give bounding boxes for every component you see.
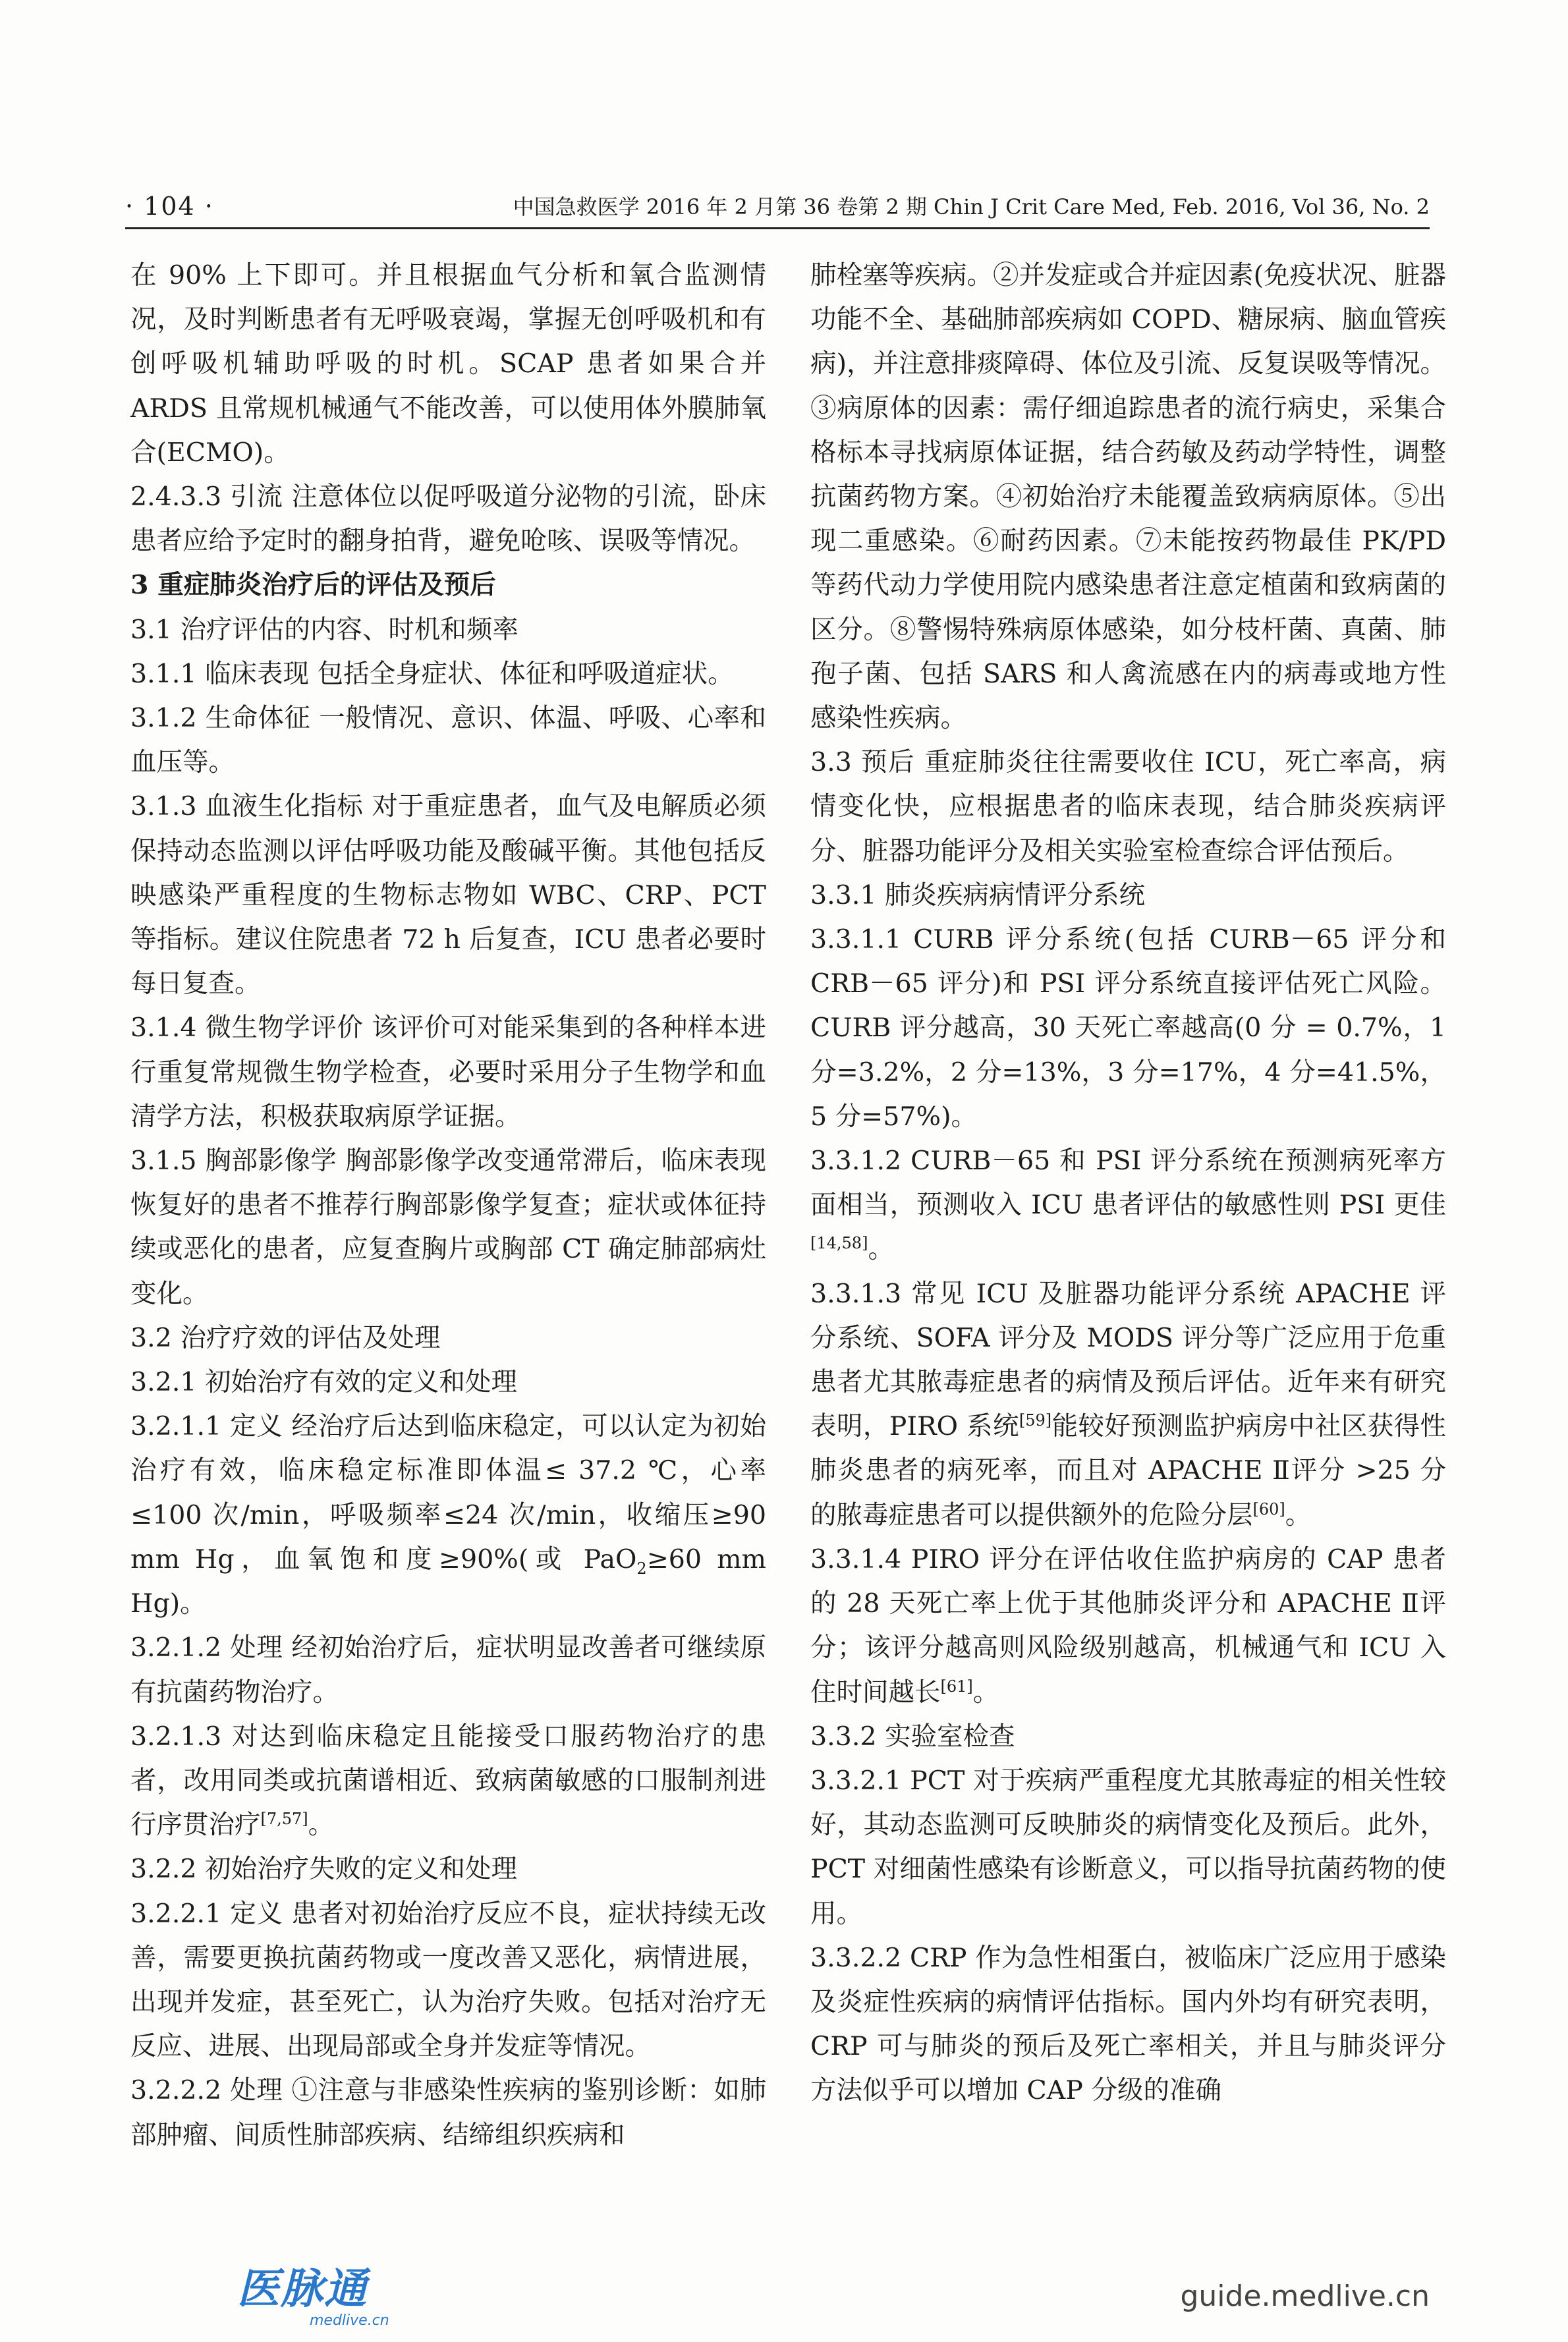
subsection-heading: 3.3.1 肺炎疾病病情评分系统 [810,879,1146,910]
paragraph: 3.2.2.2 处理 ①注意与非感染性疾病的鉴别诊断：如肺部肿瘤、间质性肺部疾病、结缔组织疾病和 [130,2075,766,2150]
paragraph: 3.3.2.2 CRP 作为急性相蛋白，被临床广泛应用于感染及炎症性疾病的病情评估指标。国内外均有研究表明，CRP 可与肺炎的预后及死亡率相关，并且与肺炎评分方法似乎可以增加 CAP 分级的准确 [810,1942,1446,2106]
paragraph [130,1405,766,1626]
paragraph-text: 。 [308,1810,335,1841]
citation-ref: [60] [1252,1499,1285,1519]
paragraph-text: 。 [1285,1499,1312,1530]
paragraph: 3.2.2.1 定义 患者对初始治疗反应不良，症状持续无改善，需要更换抗菌药物或一度改善又恶化，病情进展，出现并发症，甚至死亡，认为治疗失败。包括对治疗无反应、进展、出现局部或全身并发症等情况。 [130,1898,766,2062]
citation-ref: [7,57] [260,1809,308,1828]
subsection-heading: 3.2 治疗疗效的评估及处理 [130,1322,441,1353]
paragraph: 3.1.2 生命体征 一般情况、意识、体温、呼吸、心率和血压等。 [130,703,766,778]
paragraph: 肺栓塞等疾病。②并发症或合并症因素(免疫状况、脏器功能不全、基础肺部疾病如 COPD、糖尿病、脑血管疾病)，并注意排痰障碍、体位及引流、反复误吸等情况。③病原体的因素：需仔细追踪患者的流行病史，采集合格标本寻找病原体证据，结合药敏及药动学特性，调整抗菌药物方案。④初始治疗未能覆盖致病病原体。⑤出现二重感染。⑥耐药因素。⑦未能按药物最佳 PK/PD 等药代动力学使用院内感染患者注意定植菌和致病菌的区分。⑧警惕特殊病原体感染，如分枝杆菌、真菌、肺孢子菌、包括 SARS 和人禽流感在内的病毒或地方性感染性疾病。 [810,260,1446,734]
paragraph [130,1715,766,1848]
paragraph [810,1139,1446,1272]
page-footer [0,2266,1568,2332]
paragraph-text: 3.2.1.1 定义 经治疗后达到临床稳定，可以认定为初始治疗有效，临床稳定标准即体温≤ 37.2 ℃，心率≤100 次/min，呼吸频率≤24 次/min，收缩压≥90 mm Hg，血氧饱和度≥90%(或 PaO [130,1411,766,1575]
logo-subtext: medlive.cn [310,2312,389,2329]
citation-ref: [14,58] [810,1234,868,1253]
paragraph-text: 3.3.1.2 CURB－65 和 PSI 评分系统在预测病死率方面相当，预测收入 ICU 患者评估的敏感性则 PSI 更佳 [810,1146,1446,1221]
paragraph [810,1538,1446,1715]
paragraph-text: 。 [972,1677,999,1708]
medlive-logo[interactable] [237,2266,389,2329]
page-header [125,181,1430,229]
paragraph: 3.3.1.1 CURB 评分系统(包括 CURB－65 评分和 CRB－65 评分)和 PSI 评分系统直接评估死亡风险。CURB 评分越高，30 天死亡率越高(0 分 = 0.7%，1 分=3.2%，2 分=13%，3 分=17%，4 分=41.5%，5 分=57%)。 [810,924,1446,1132]
site-url[interactable]: guide.medlive.cn [1180,2279,1430,2313]
subsection-heading: 3.1 治疗评估的内容、时机和频率 [130,614,518,645]
paragraph: 3.3 预后 重症肺炎往往需要收住 ICU，死亡率高，病情变化快，应根据患者的临床表现，结合肺炎疾病评分、脏器功能评分及相关实验室检查综合评估预后。 [810,747,1446,866]
right-column [810,254,1446,2113]
paragraph: 3.1.1 临床表现 包括全身症状、体征和呼吸道症状。 [130,658,734,689]
left-column [130,254,766,2158]
subsection-heading: 3.2.1 初始治疗有效的定义和处理 [130,1367,518,1398]
citation-ref: [61] [940,1677,973,1696]
paragraph: 在 90% 上下即可。并且根据血气分析和氧合监测情况，及时判断患者有无呼吸衰竭，掌握无创呼吸机和有创呼吸机辅助呼吸的时机。SCAP 患者如果合并 ARDS 且常规机械通气不能改善，可以使用体外膜肺氧合(ECMO)。 [130,260,766,468]
paragraph-text: 3.3.1.4 PIRO 评分在评估收住监护病房的 CAP 患者的 28 天死亡率上优于其他肺炎评分和 APACHE Ⅱ评分；该评分越高则风险级别越高，机械通气和 ICU 入住时间越长 [810,1544,1446,1708]
subsection-heading: 3.3.2 实验室检查 [810,1721,1015,1752]
paragraph-text: ≥60 mm Hg)。 [130,1544,766,1619]
paragraph-text: 3.2.1.3 对达到临床稳定且能接受口服药物治疗的患者，改用同类或抗菌谱相近、致病菌敏感的口服制剂进行序贯治疗 [130,1721,766,1841]
paragraph [810,1272,1446,1538]
paragraph: 3.3.2.1 PCT 对于疾病严重程度尤其脓毒症的相关性较好，其动态监测可反映肺炎的病情变化及预后。此外，PCT 对细菌性感染有诊断意义，可以指导抗菌药物的使用。 [810,1765,1446,1929]
paragraph: 3.2.1.2 处理 经初始治疗后，症状明显改善者可继续原有抗菌药物治疗。 [130,1632,766,1708]
section-heading: 3 重症肺炎治疗后的评估及预后 [130,570,496,601]
paragraph: 3.1.4 微生物学评价 该评价可对能采集到的各种样本进行重复常规微生物学检查，必要时采用分子生物学和血清学方法，积极获取病原学证据。 [130,1013,766,1132]
subscript: 2 [636,1559,647,1578]
paragraph-text: 3.3.1.3 常见 ICU 及脏器功能评分系统 APACHE 评分系统、SOFA 评分及 MODS 评分等广泛应用于危重患者尤其脓毒症患者的病情及预后评估。近年来有研究表明，PIRO 系统 [810,1278,1446,1442]
paragraph: 2.4.3.3 引流 注意体位以促呼吸道分泌物的引流，卧床患者应给予定时的翻身拍背，避免呛咳、误吸等情况。 [130,482,766,557]
logo-text: 医脉通 [237,2265,368,2314]
paragraph: 3.1.5 胸部影像学 胸部影像学改变通常滞后，临床表现恢复好的患者不推荐行胸部影像学复查；症状或体征持续或恶化的患者，应复查胸片或胸部 CT 确定肺部病灶变化。 [130,1146,766,1309]
subsection-heading: 3.2.2 初始治疗失败的定义和处理 [130,1854,518,1885]
page-number: · 104 · [125,192,214,221]
citation-ref: [59] [1019,1411,1052,1430]
journal-citation: 中国急救医学 2016 年 2 月第 36 卷第 2 期 Chin J Crit Care Med, Feb. 2016, Vol 36, No. 2 [513,194,1430,219]
paragraph-text: 能较好预测监护病房中社区获得性肺炎患者的病死率，而且对 APACHE Ⅱ评分 >25 分的脓毒症患者可以提供额外的危险分层 [810,1411,1446,1530]
paragraph-text: 。 [868,1234,894,1265]
paragraph: 3.1.3 血液生化指标 对于重症患者，血气及电解质必须保持动态监测以评估呼吸功能及酸碱平衡。其他包括反映感染严重程度的生物标志物如 WBC、CRP、PCT 等指标。建议住院患者 72 h 后复查，ICU 患者必要时每日复查。 [130,791,766,999]
